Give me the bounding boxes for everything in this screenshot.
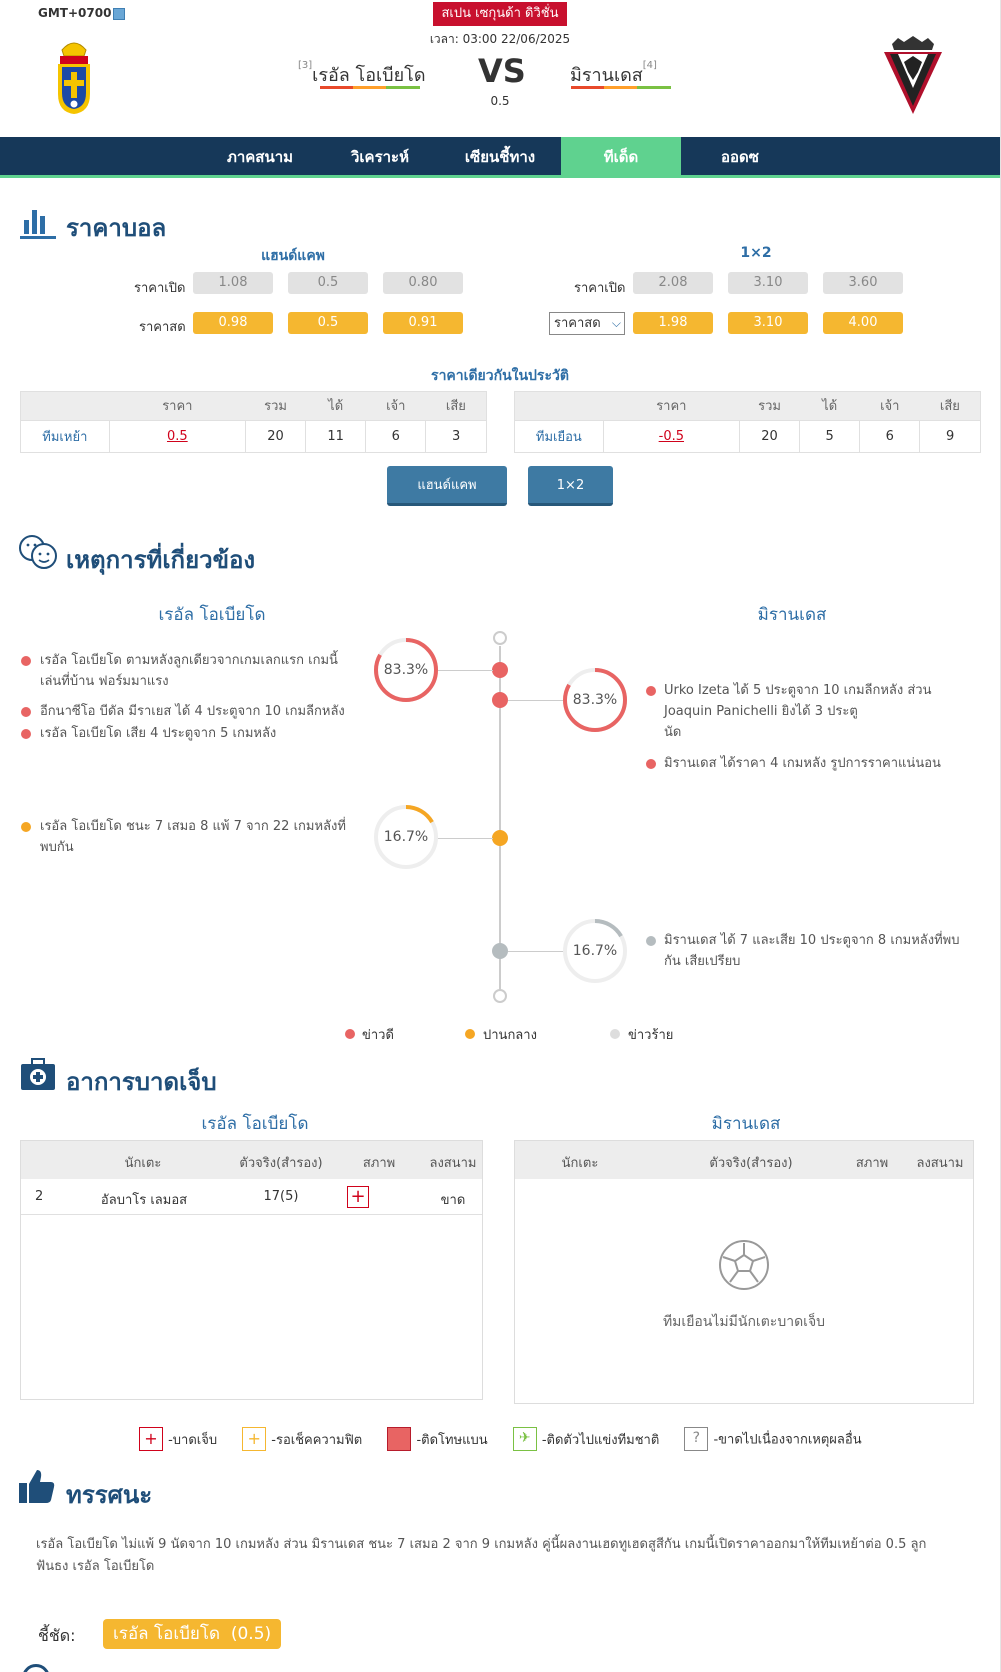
football-icon <box>718 1239 770 1291</box>
col-win: ได้ <box>306 392 366 420</box>
history-home-table <box>20 391 487 453</box>
pct-ring-home-neutral <box>373 804 439 870</box>
info-icon[interactable] <box>113 8 125 20</box>
event-dot-good <box>21 656 31 666</box>
legend-injured: -บาดเจ็บ <box>168 1432 218 1448</box>
injury-plus-icon: + <box>139 1427 163 1451</box>
event-home-good-3: เรอัล โอเบียโด เสีย 4 ประตูจาก 5 เกมหลัง <box>40 726 277 741</box>
league-badge[interactable]: สเปน เซกุนด้า ดิวิชั่น <box>433 2 567 26</box>
cell-loss: 9 <box>920 420 980 452</box>
player-name: อัลบาโร เลมอส <box>100 1193 188 1208</box>
col-loss: เสีย <box>920 392 980 420</box>
away-team-rank: [4] <box>642 60 657 71</box>
pick-value: เรอัล โอเบียโด (0.5) <box>103 1619 281 1649</box>
legend-dot-good <box>345 1029 355 1039</box>
chevron-down-icon: ⌵ <box>611 316 621 330</box>
col-appear: ลงสนาม <box>429 1156 477 1171</box>
legend-bad: ข่าวร้าย <box>628 1028 674 1043</box>
event-home-good-2: อีกนาซีโอ บีดัล มีราเยส ได้ 4 ประตูจาก 10 เกมลีกหลัง <box>40 704 345 719</box>
opinion-line: เรอัล โอเบียโด ไม่แพ้ 9 นัดจาก 10 เกมหลัง ส่วน มิรานเดส ชนะ 7 เสมอ 2 จาก 9 เกมหลัง คู่นี้ผลงานเฮดทูเฮดสูสีกัน เกมนี้เปิดราคาออกมาให้ทีมเหย้าต่อ 0.5 ลูก <box>36 1537 927 1552</box>
timezone-label: GMT+0700 <box>38 6 112 20</box>
faces-icon <box>18 534 58 570</box>
events-home-name: เรอัล โอเบียโด <box>158 605 266 625</box>
x12-open-label: ราคาเปิด <box>574 281 626 296</box>
x12-open-home: 2.08 <box>633 272 713 294</box>
price-link[interactable]: -0.5 <box>658 428 685 444</box>
injury-home-name: เรอัล โอเบียโด <box>201 1114 309 1134</box>
handicap-button[interactable]: แฮนด์แคพ <box>387 466 507 506</box>
event-dot-neutral <box>21 822 31 832</box>
hdp-open-line: 0.5 <box>288 272 368 294</box>
thumbs-up-icon <box>18 1468 56 1504</box>
injury-legend <box>139 1427 862 1451</box>
away-team-name: มิรานเดส <box>570 65 643 86</box>
pct-label: 83.3% <box>572 692 618 708</box>
legend-good: ข่าวดี <box>362 1028 394 1043</box>
header-handicap: 0.5 <box>490 94 510 108</box>
odds-section-title: ราคาบอล <box>66 214 167 242</box>
timeline-dot-good <box>492 662 508 678</box>
player-apps: 17(5) <box>263 1189 299 1204</box>
price-link[interactable]: 0.5 <box>166 428 188 444</box>
col-win: ได้ <box>800 392 860 420</box>
x12-button[interactable]: 1×2 <box>528 466 613 506</box>
hdp-live-away: 0.91 <box>383 312 463 334</box>
event-text: มิรานเดส ได้ 7 และเสีย 10 ประตูจาก 8 เกมหลังที่พบ <box>664 933 960 948</box>
nav-analysis[interactable]: วิเคราะห์ <box>350 148 409 166</box>
col-apps: ตัวจริง(สำรอง) <box>709 1156 793 1171</box>
legend-neutral: ปานกลาง <box>483 1028 537 1043</box>
event-text: นัด <box>664 725 682 740</box>
away-team-title[interactable] <box>570 60 657 89</box>
legend-suspended: -ติดโทษแบน <box>416 1432 488 1448</box>
clock-icon <box>22 1664 50 1672</box>
x12-title: 1×2 <box>740 245 772 261</box>
legend-national-team: -ติดตัวไปแข่งทีมชาติ <box>541 1432 660 1448</box>
col-status: สภาพ <box>362 1156 396 1171</box>
home-team-logo <box>54 36 94 116</box>
event-text: เล่นที่บ้าน ฟอร์มมาแรง <box>40 674 169 689</box>
event-text: กัน เสียเปรียบ <box>664 954 741 969</box>
cell-win: 11 <box>306 420 366 452</box>
events-away-name: มิรานเดส <box>757 605 827 625</box>
timezone-selector[interactable] <box>38 6 125 20</box>
hdp-open-home: 1.08 <box>193 272 273 294</box>
table-row <box>21 420 486 452</box>
event-away-good-2: มิรานเดส ได้ราคา 4 เกมหลัง รูปการราคาแน่นอน <box>664 756 941 771</box>
col-apps: ตัวจริง(สำรอง) <box>239 1156 323 1171</box>
event-dot-good <box>21 707 31 717</box>
injury-away-table <box>514 1140 974 1404</box>
player-appear: ขาด <box>440 1193 466 1208</box>
timeline-end <box>493 989 507 1003</box>
question-icon: ? <box>684 1427 708 1451</box>
col-draw: เจ้า <box>860 392 920 420</box>
handicap-title: แฮนด์แคพ <box>261 248 325 264</box>
x12-live-draw: 3.10 <box>728 312 808 334</box>
event-text: เรอัล โอเบียโด ตามหลังลูกเดียวจากเกมเลกแรก เกมนี้ <box>40 653 338 668</box>
bar-chart-icon <box>20 206 56 240</box>
home-team-name: เรอัล โอเบียโด <box>312 65 426 86</box>
injury-plus-icon: + <box>347 1186 369 1208</box>
legend-other: -ขาดไปเนื่องจากเหตุผลอื่น <box>713 1432 862 1448</box>
legend-dot-neutral <box>465 1029 475 1039</box>
table-header <box>515 1141 973 1179</box>
cell-total: 20 <box>739 420 799 452</box>
opinion-section-title: ทรรศนะ <box>66 1481 153 1509</box>
row-label: ทีมเหย้า <box>21 420 109 452</box>
opinion-line: ฟันธง เรอัล โอเบียโด <box>36 1559 155 1574</box>
vs-label: VS <box>478 52 526 90</box>
connector <box>508 700 564 701</box>
pct-ring-away-bad <box>562 918 628 984</box>
hdp-live-line: 0.5 <box>288 312 368 334</box>
pct-label: 83.3% <box>383 662 429 678</box>
pct-ring-away-good <box>562 667 628 733</box>
table-row <box>515 420 980 452</box>
col-player: นักเตะ <box>561 1156 599 1171</box>
pct-label: 16.7% <box>572 943 618 959</box>
event-dot-good <box>646 686 656 696</box>
odds-type-select-value: ราคาสด <box>554 316 601 331</box>
hdp-open-label: ราคาเปิด <box>134 281 186 296</box>
col-draw: เจ้า <box>366 392 426 420</box>
legend-doubtful: -รอเช็คความฟิต <box>271 1432 363 1448</box>
connector <box>437 838 493 839</box>
home-team-rank: [3] <box>298 60 313 71</box>
pct-label: 16.7% <box>383 829 429 845</box>
away-form-bar <box>571 86 671 89</box>
main-nav <box>0 137 1001 178</box>
col-total: รวม <box>245 392 305 420</box>
event-home-neutral-1 <box>40 816 370 858</box>
cell-loss: 3 <box>426 420 486 452</box>
event-away-good-1 <box>664 680 974 743</box>
injury-away-name: มิรานเดส <box>711 1114 781 1134</box>
col-player: นักเตะ <box>124 1156 162 1171</box>
col-price: ราคา <box>603 392 739 420</box>
event-dot-bad <box>646 936 656 946</box>
event-text: Urko Izeta ได้ 5 ประตูจาก 10 เกมลีกหลัง ส่วน <box>664 683 932 698</box>
hdp-live-label: ราคาสด <box>139 320 186 335</box>
nav-odds[interactable]: ออดซ <box>721 148 759 166</box>
x12-open-away: 3.60 <box>823 272 903 294</box>
opinion-text <box>36 1534 956 1578</box>
odds-type-select[interactable] <box>549 312 625 335</box>
event-dot-good <box>21 729 31 739</box>
x12-open-draw: 3.10 <box>728 272 808 294</box>
x12-live-home: 1.98 <box>633 312 713 334</box>
history-title: ราคาเดียวกันในประวัติ <box>431 368 569 384</box>
legend-dot-bad <box>610 1029 620 1039</box>
connector <box>508 951 564 952</box>
first-aid-icon <box>20 1057 56 1091</box>
pct-ring-home-good <box>373 637 439 703</box>
event-home-good-1 <box>40 650 360 692</box>
timeline-start <box>493 631 507 645</box>
col-appear: ลงสนาม <box>916 1156 964 1171</box>
doubtful-plus-icon: + <box>242 1427 266 1451</box>
x12-live-away: 4.00 <box>823 312 903 334</box>
nav-field[interactable]: ภาคสนาม <box>226 148 294 166</box>
timeline-dot-bad <box>492 943 508 959</box>
nav-best-tips[interactable]: ทีเด็ด <box>561 137 681 178</box>
col-status: สภาพ <box>855 1156 889 1171</box>
home-team-title[interactable] <box>298 60 426 89</box>
col-total: รวม <box>739 392 799 420</box>
events-section-title: เหตุการที่เกี่ยวข้อง <box>66 546 256 574</box>
nav-expert-tips[interactable]: เซียนชี้ทาง <box>464 148 536 166</box>
airplane-icon: ✈ <box>513 1427 537 1451</box>
table-header <box>21 1141 482 1179</box>
home-form-bar <box>320 86 420 89</box>
event-dot-good <box>646 759 656 769</box>
suspension-card-icon <box>387 1427 411 1451</box>
cell-win: 5 <box>800 420 860 452</box>
pick-label: ชี้ชัด: <box>38 1626 76 1645</box>
event-text: Joaquin Panichelli ยิงได้ 3 ประตู <box>664 704 858 719</box>
timeline-dot-neutral <box>492 830 508 846</box>
hdp-live-home: 0.98 <box>193 312 273 334</box>
col-loss: เสีย <box>426 392 486 420</box>
injury-section-title: อาการบาดเจ็บ <box>66 1068 217 1096</box>
row-label: ทีมเยือน <box>515 420 603 452</box>
cell-draw: 6 <box>366 420 426 452</box>
history-away-table <box>514 391 981 453</box>
timeline-dot-good <box>492 692 508 708</box>
col-price: ราคา <box>109 392 245 420</box>
away-team-logo <box>878 36 948 116</box>
cell-total: 20 <box>245 420 305 452</box>
match-time: เวลา: 03:00 22/06/2025 <box>429 32 571 46</box>
table-row <box>21 1179 482 1215</box>
hdp-open-away: 0.80 <box>383 272 463 294</box>
cell-draw: 6 <box>860 420 920 452</box>
injury-home-table <box>20 1140 483 1400</box>
event-text: พบกัน <box>40 840 74 855</box>
event-text: เรอัล โอเบียโด ชนะ 7 เสมอ 8 แพ้ 7 จาก 22 เกมหลังที่ <box>40 819 346 834</box>
event-away-bad-1 <box>664 930 974 972</box>
no-injury-text: ทีมเยือนไม่มีนักเตะบาดเจ็บ <box>662 1314 826 1330</box>
player-number: 2 <box>35 1189 44 1204</box>
connector <box>437 670 493 671</box>
